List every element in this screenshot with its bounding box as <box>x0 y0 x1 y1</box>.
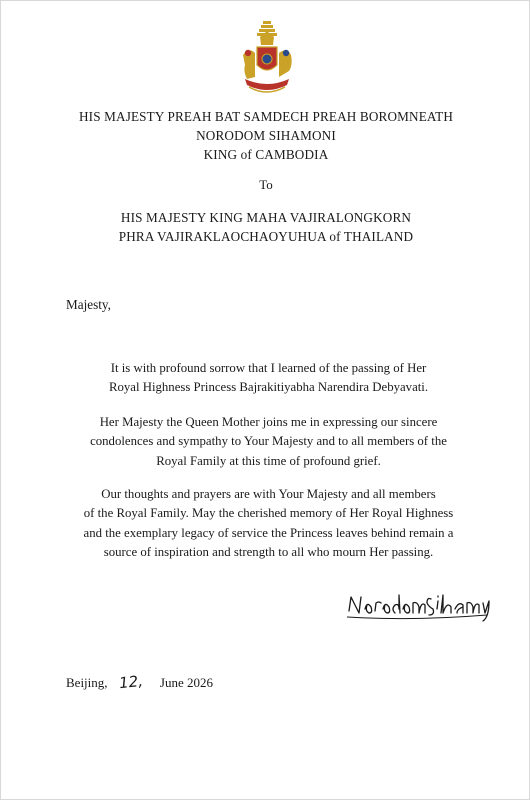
to-label: To <box>259 177 273 192</box>
month-year: June 2026 <box>159 675 213 690</box>
sender-line-1: HIS MAJESTY PREAH BAT SAMDECH PREAH BOROMNEATH <box>79 109 453 124</box>
paragraph-line: It is with profound sorrow that I learned of the passing of Her <box>110 361 427 375</box>
place-label: Beijing, <box>66 675 108 690</box>
paragraph-line: Her Majesty the Queen Mother joins me in expressing our sincere <box>99 415 438 429</box>
place-date-line <box>66 673 213 691</box>
handwritten-day: 12, <box>117 671 144 693</box>
paragraph-line: Royal Highness Princess Bajrakitiyabha Narendira Debyavati. <box>108 380 429 395</box>
recipient-line-2: PHRA VAJIRAKLAOCHAOYUHUA of THAILAND <box>118 229 414 244</box>
paragraph-line: condolences and sympathy to Your Majesty and to all members of the <box>90 434 447 449</box>
paragraph-line: Our thoughts and prayers are with Your Majesty and all members <box>101 487 436 501</box>
paragraph-2 <box>66 413 471 471</box>
recipient-line-1: HIS MAJESTY KING MAHA VAJIRALONGKORN <box>120 210 412 225</box>
paragraph-line: Royal Family at this time of profound grief. <box>156 453 381 468</box>
salutation: Majesty, <box>66 297 111 312</box>
paragraph-1 <box>66 359 471 398</box>
paragraph-line: and the exemplary legacy of service the Princess leaves behind remain a <box>83 525 454 540</box>
sender-line-3: KING of CAMBODIA <box>203 147 329 162</box>
recipient-block <box>1 208 530 246</box>
paragraph-line: of the Royal Family. May the cherished memory of Her Royal Highness <box>83 506 454 521</box>
royal-crest-icon <box>235 19 299 101</box>
sender-line-2: NORODOM SIHAMONI <box>196 128 336 143</box>
paragraph-3 <box>66 485 471 563</box>
handwritten-signature <box>343 587 493 627</box>
sender-block <box>1 107 530 164</box>
paragraph-line: source of inspiration and strength to all who mourn Her passing. <box>103 545 434 560</box>
